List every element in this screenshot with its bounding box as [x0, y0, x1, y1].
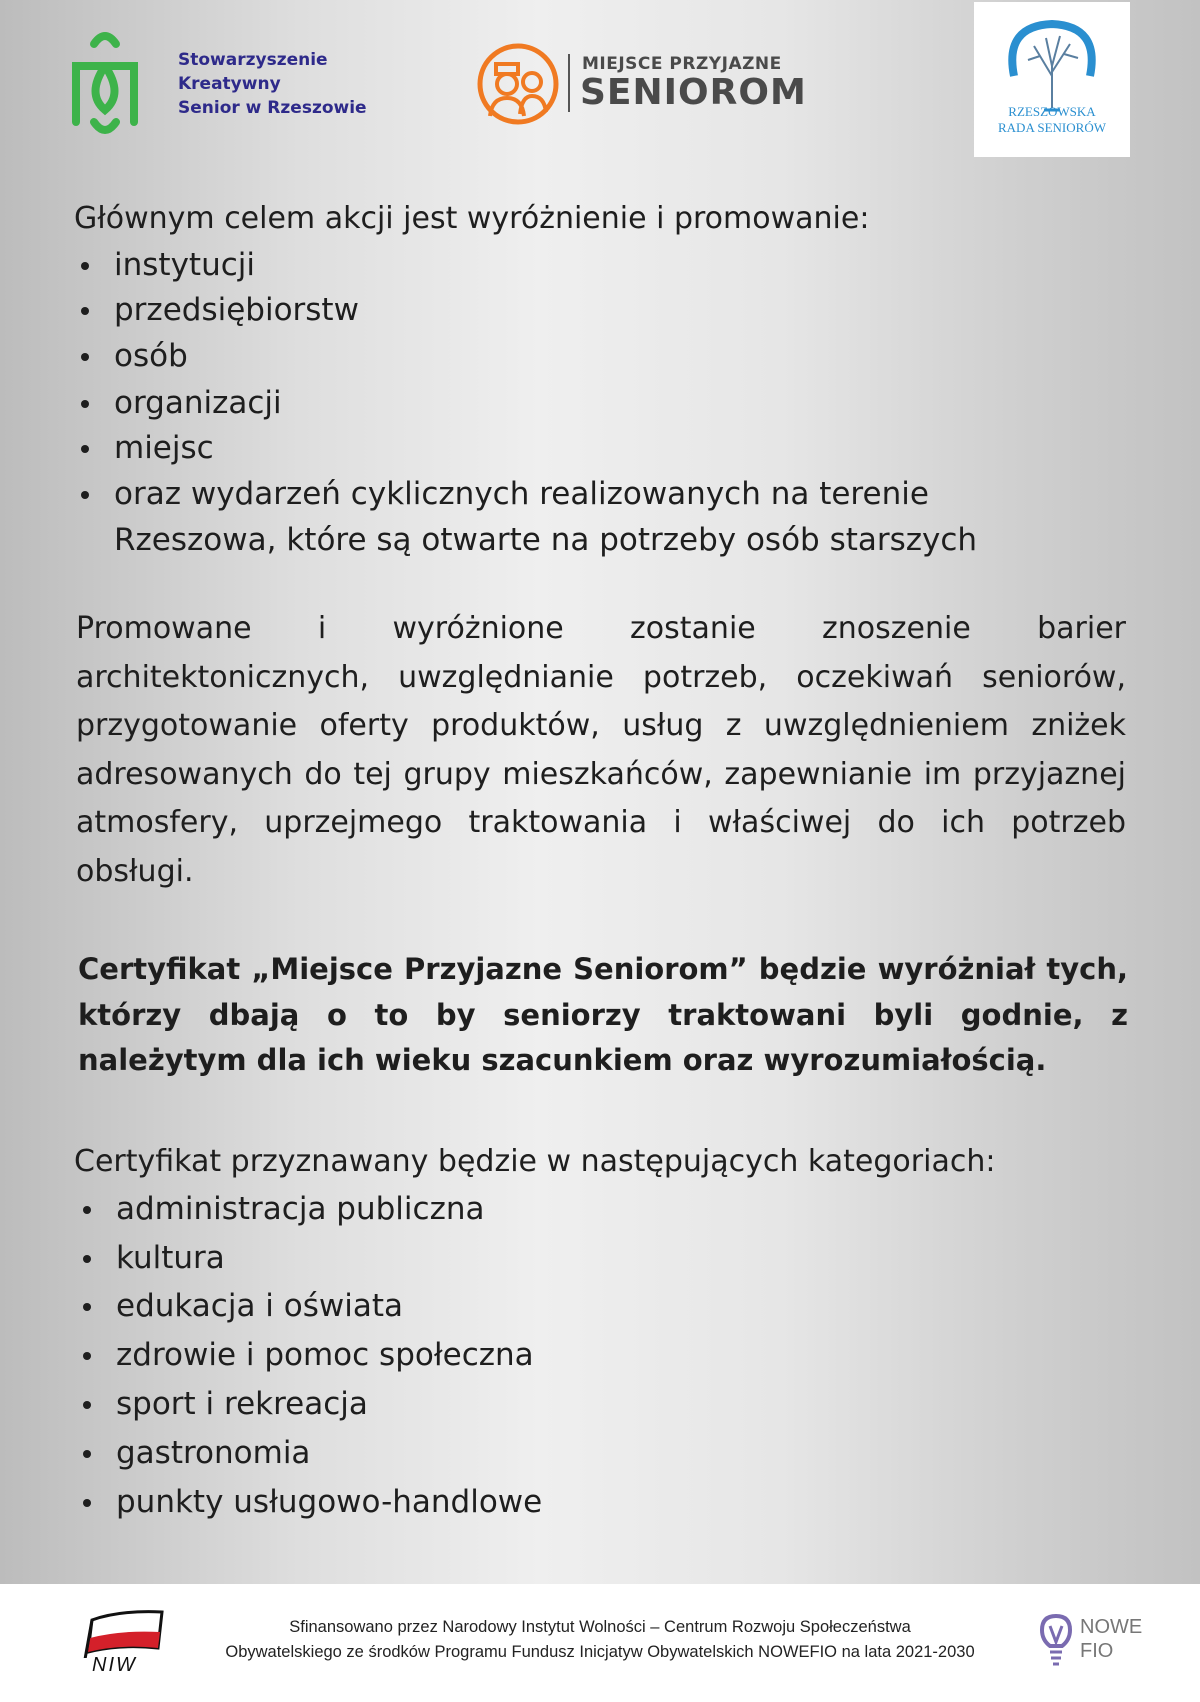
item-text: organizacji [114, 385, 282, 421]
flag-icon [80, 1608, 166, 1658]
list-item [114, 476, 929, 512]
bullet-icon [83, 1450, 91, 1458]
item-text: edukacja i oświata [116, 1288, 404, 1324]
niw-text: NIW [92, 1654, 137, 1676]
bullet-icon [81, 400, 89, 408]
item-text: kultura [116, 1240, 225, 1276]
seniors-couple-icon [476, 42, 560, 126]
logo-miejsce-przyjazne [476, 42, 816, 128]
item-text: Rzeszowa, które są otwarte na potrzeby osób starszych [114, 522, 978, 558]
list-item [114, 430, 214, 466]
bullet-icon [83, 1303, 91, 1311]
list-item [116, 1337, 534, 1373]
funding-line: Sfinansowano przez Narodowy Instytut Wolności – Centrum Rozwoju Społeczeństwa [289, 1618, 911, 1636]
bullet-icon [81, 353, 89, 361]
list-item-continuation [114, 522, 978, 558]
list-item [116, 1191, 485, 1227]
funding-note [170, 1615, 1030, 1665]
bullet-icon [83, 1352, 91, 1360]
item-text: instytucji [114, 247, 255, 283]
logo-text-line: Senior w Rzeszowie [178, 98, 367, 118]
bullet-icon [81, 307, 89, 315]
item-text: zdrowie i pomoc społeczna [116, 1337, 534, 1373]
list-item [114, 338, 188, 374]
promotion-paragraph: Promowane i wyróżnione zostanie znoszenie barier architektonicznych, uwzględnianie potrzeb, oczekiwań seniorów, przygotowanie oferty produktów, usług z uwzględnieniem zniżek adresowanych do tej grupy mieszkańców, zapewnianie im przyjaznej atmosfery, uprzejmego traktowania i właściwej do ich potrzeb obsługi. [76, 611, 1126, 889]
list-item [116, 1288, 404, 1324]
item-text: oraz wydarzeń cyklicznych realizowanych na terenie [114, 476, 929, 512]
fio-line1: NOWE [1080, 1616, 1143, 1638]
item-text: punkty usługowo-handlowe [116, 1484, 543, 1520]
section2-heading: Certyfikat przyznawany będzie w następujących kategoriach: [74, 1144, 996, 1179]
footer [0, 1584, 1200, 1702]
logo-text-line: Stowarzyszenie [178, 50, 328, 70]
certificate-paragraph: Certyfikat „Miejsce Przyjazne Seniorom” będzie wyróżniał tych, którzy dbają o to by seniorzy traktowani byli godnie, z należytym dla ich wieku szacunkiem oraz wyrozumiałością. [78, 952, 1128, 1077]
kreatywny-senior-icon [72, 24, 138, 136]
list-item [114, 247, 255, 283]
bullet-icon [81, 491, 89, 499]
bullet-icon [81, 445, 89, 453]
logo-title-small: MIEJSCE PRZYJAZNE [582, 54, 782, 74]
funding-line: Obywatelskiego ze środków Programu Fundusz Inicjatyw Obywatelskich NOWEFIO na lata 2021-2030 [225, 1643, 975, 1661]
bullet-icon [83, 1206, 91, 1214]
bullet-icon [81, 262, 89, 270]
item-text: administracja publiczna [116, 1191, 485, 1227]
list-item [116, 1240, 225, 1276]
list-item [114, 292, 359, 328]
bullet-icon [83, 1499, 91, 1507]
logo-text-line: Kreatywny [178, 74, 281, 94]
list-item [116, 1435, 311, 1471]
logo-rada-seniorow [974, 2, 1130, 157]
nowefio-logo [1038, 1612, 1148, 1672]
section1-heading: Głównym celem akcji jest wyróżnienie i promowanie: [74, 201, 870, 236]
rada-line2: RADA SENIORÓW [998, 120, 1106, 135]
item-text: osób [114, 338, 188, 374]
niw-logo [80, 1608, 166, 1678]
item-text: miejsc [114, 430, 214, 466]
logo-kreatywny-senior [72, 24, 372, 136]
rada-line1: RZESZOWSKA [1008, 104, 1096, 119]
list-item [114, 385, 282, 421]
list-item [116, 1484, 543, 1520]
item-text: sport i rekreacja [116, 1386, 368, 1422]
list-item [116, 1386, 368, 1422]
bullet-icon [83, 1255, 91, 1263]
item-text: gastronomia [116, 1435, 311, 1471]
bullet-icon [83, 1401, 91, 1409]
item-text: przedsiębiorstw [114, 292, 359, 328]
fio-line2: FIO [1080, 1640, 1114, 1662]
tree-icon [974, 16, 1130, 116]
logo-title-large: SENIOROM [580, 72, 807, 113]
lightbulb-icon [1038, 1612, 1074, 1668]
